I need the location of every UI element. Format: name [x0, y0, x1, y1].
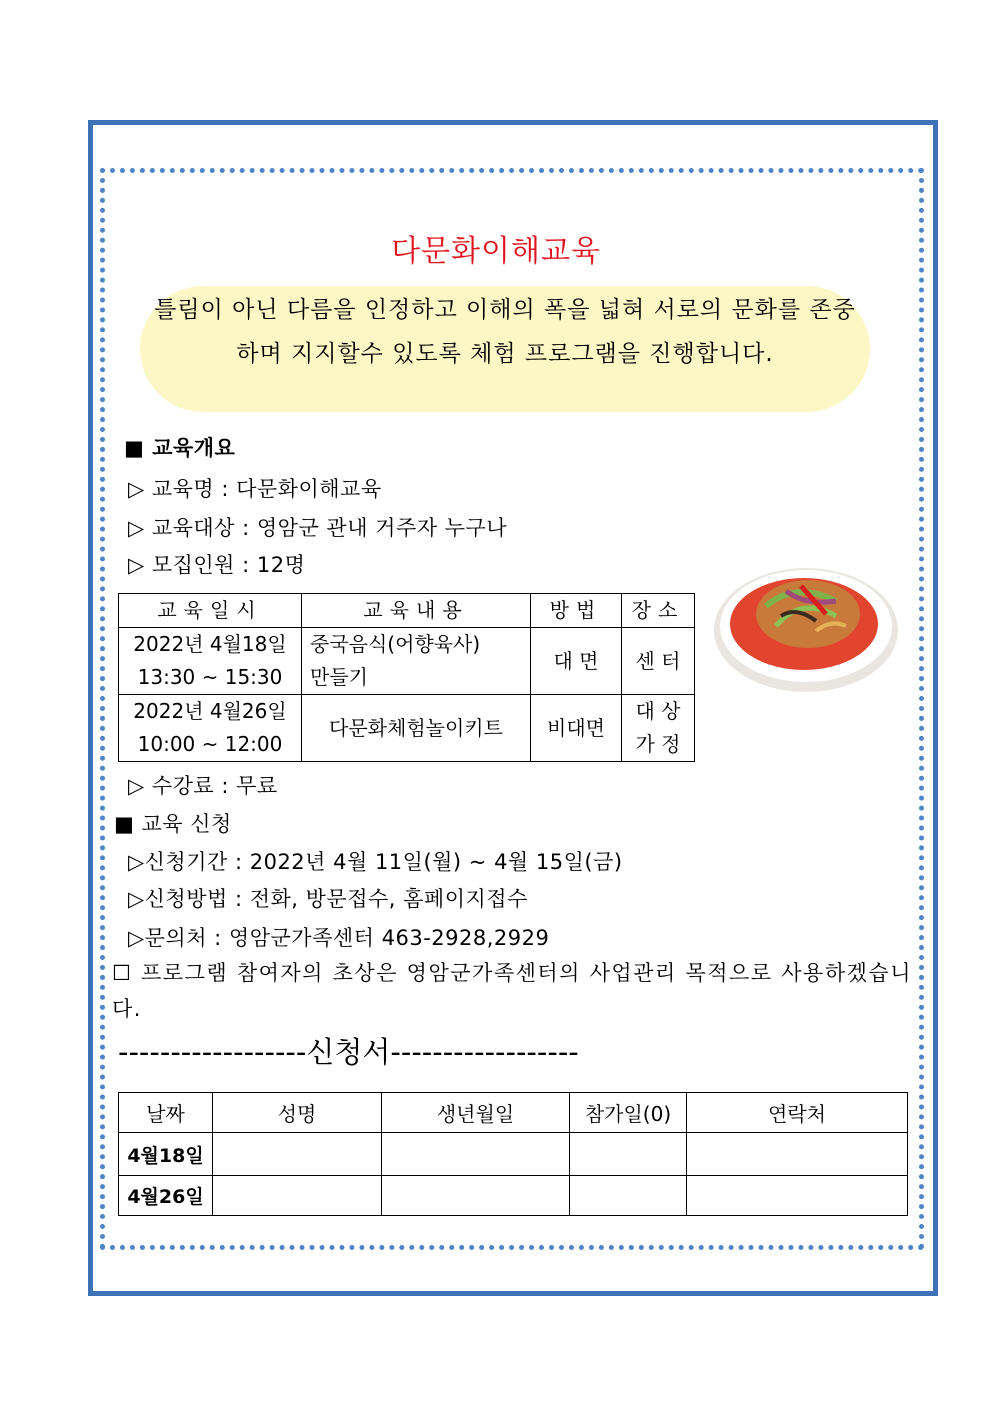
form-name-cell[interactable]	[213, 1133, 382, 1176]
schedule-place-line1: 대 상	[635, 699, 681, 723]
page-title: 다문화이해교육	[391, 234, 601, 269]
schedule-row	[119, 695, 695, 762]
schedule-content	[302, 628, 531, 695]
application-form-table	[118, 1092, 908, 1216]
form-attend-cell[interactable]	[570, 1133, 687, 1176]
application-method: ▷신청방법 : 전화, 방문접수, 홈페이지접수	[128, 887, 528, 911]
schedule-place-line2: 가 정	[635, 732, 681, 756]
form-header-birth: 생년월일	[382, 1093, 570, 1133]
schedule-time: 10:00 ~ 12:00	[137, 732, 283, 756]
overview-heading: ■ 교육개요	[124, 436, 236, 460]
schedule-datetime	[119, 628, 302, 695]
course-capacity: ▷ 모집인원 : 12명	[128, 553, 306, 577]
header-method: 방법	[531, 594, 622, 628]
application-period: ▷신청기간 : 2022년 4월 11일(월) ~ 4월 15일(금)	[128, 850, 623, 874]
schedule-method: 비대면	[531, 695, 622, 762]
form-date: 4월26일	[119, 1176, 213, 1216]
form-header-attend: 참가일(0)	[570, 1093, 687, 1133]
schedule-place: 센 터	[622, 628, 695, 695]
form-divider: ------------------신청서------------------	[118, 1035, 579, 1069]
food-dish-image	[706, 546, 898, 696]
course-name: ▷ 교육명 : 다문화이해교육	[128, 477, 382, 501]
schedule-time: 13:30 ~ 15:30	[137, 665, 283, 689]
schedule-row	[119, 628, 695, 695]
schedule-content-line2: 만들기	[310, 665, 368, 689]
schedule-table	[118, 593, 695, 762]
form-row	[119, 1176, 908, 1216]
portrait-notice: ☐ 프로그램 참여자의 초상은 영암군가족센터의 사업관리 목적으로 사용하겠습니다.	[112, 961, 912, 1021]
schedule-method: 대 면	[531, 628, 622, 695]
schedule-datetime	[119, 695, 302, 762]
form-header-date: 날짜	[119, 1093, 213, 1133]
form-contact-cell[interactable]	[687, 1133, 908, 1176]
form-header-name: 성명	[213, 1093, 382, 1133]
header-date: 교육일시	[119, 594, 302, 628]
form-birth-cell[interactable]	[382, 1176, 570, 1216]
schedule-content: 다문화체험놀이키트	[302, 695, 531, 762]
form-attend-cell[interactable]	[570, 1176, 687, 1216]
form-header-contact: 연락처	[687, 1093, 908, 1133]
application-heading: ■ 교육 신청	[114, 812, 232, 836]
form-header-row	[119, 1093, 908, 1133]
application-contact: ▷문의처 : 영암군가족센터 463-2928,2929	[128, 926, 550, 950]
schedule-date: 2022년 4월18일	[133, 632, 287, 656]
form-row	[119, 1133, 908, 1176]
form-name-cell[interactable]	[213, 1176, 382, 1216]
course-fee: ▷ 수강료 : 무료	[128, 774, 278, 798]
schedule-date: 2022년 4월26일	[133, 699, 287, 723]
schedule-place	[622, 695, 695, 762]
course-target: ▷ 교육대상 : 영암군 관내 거주자 누구나	[128, 516, 508, 540]
form-date: 4월18일	[119, 1133, 213, 1176]
form-contact-cell[interactable]	[687, 1176, 908, 1216]
header-content: 교육내용	[302, 594, 531, 628]
schedule-content-line1: 중국음식(어향육사)	[310, 632, 481, 656]
header-place: 장소	[622, 594, 695, 628]
form-birth-cell[interactable]	[382, 1133, 570, 1176]
intro-text: 틀림이 아닌 다름을 인정하고 이해의 폭을 넓혀 서로의 문화를 존중하며 지지할수 있도록 체험 프로그램을 진행합니다.	[154, 297, 856, 367]
schedule-header-row	[119, 594, 695, 628]
